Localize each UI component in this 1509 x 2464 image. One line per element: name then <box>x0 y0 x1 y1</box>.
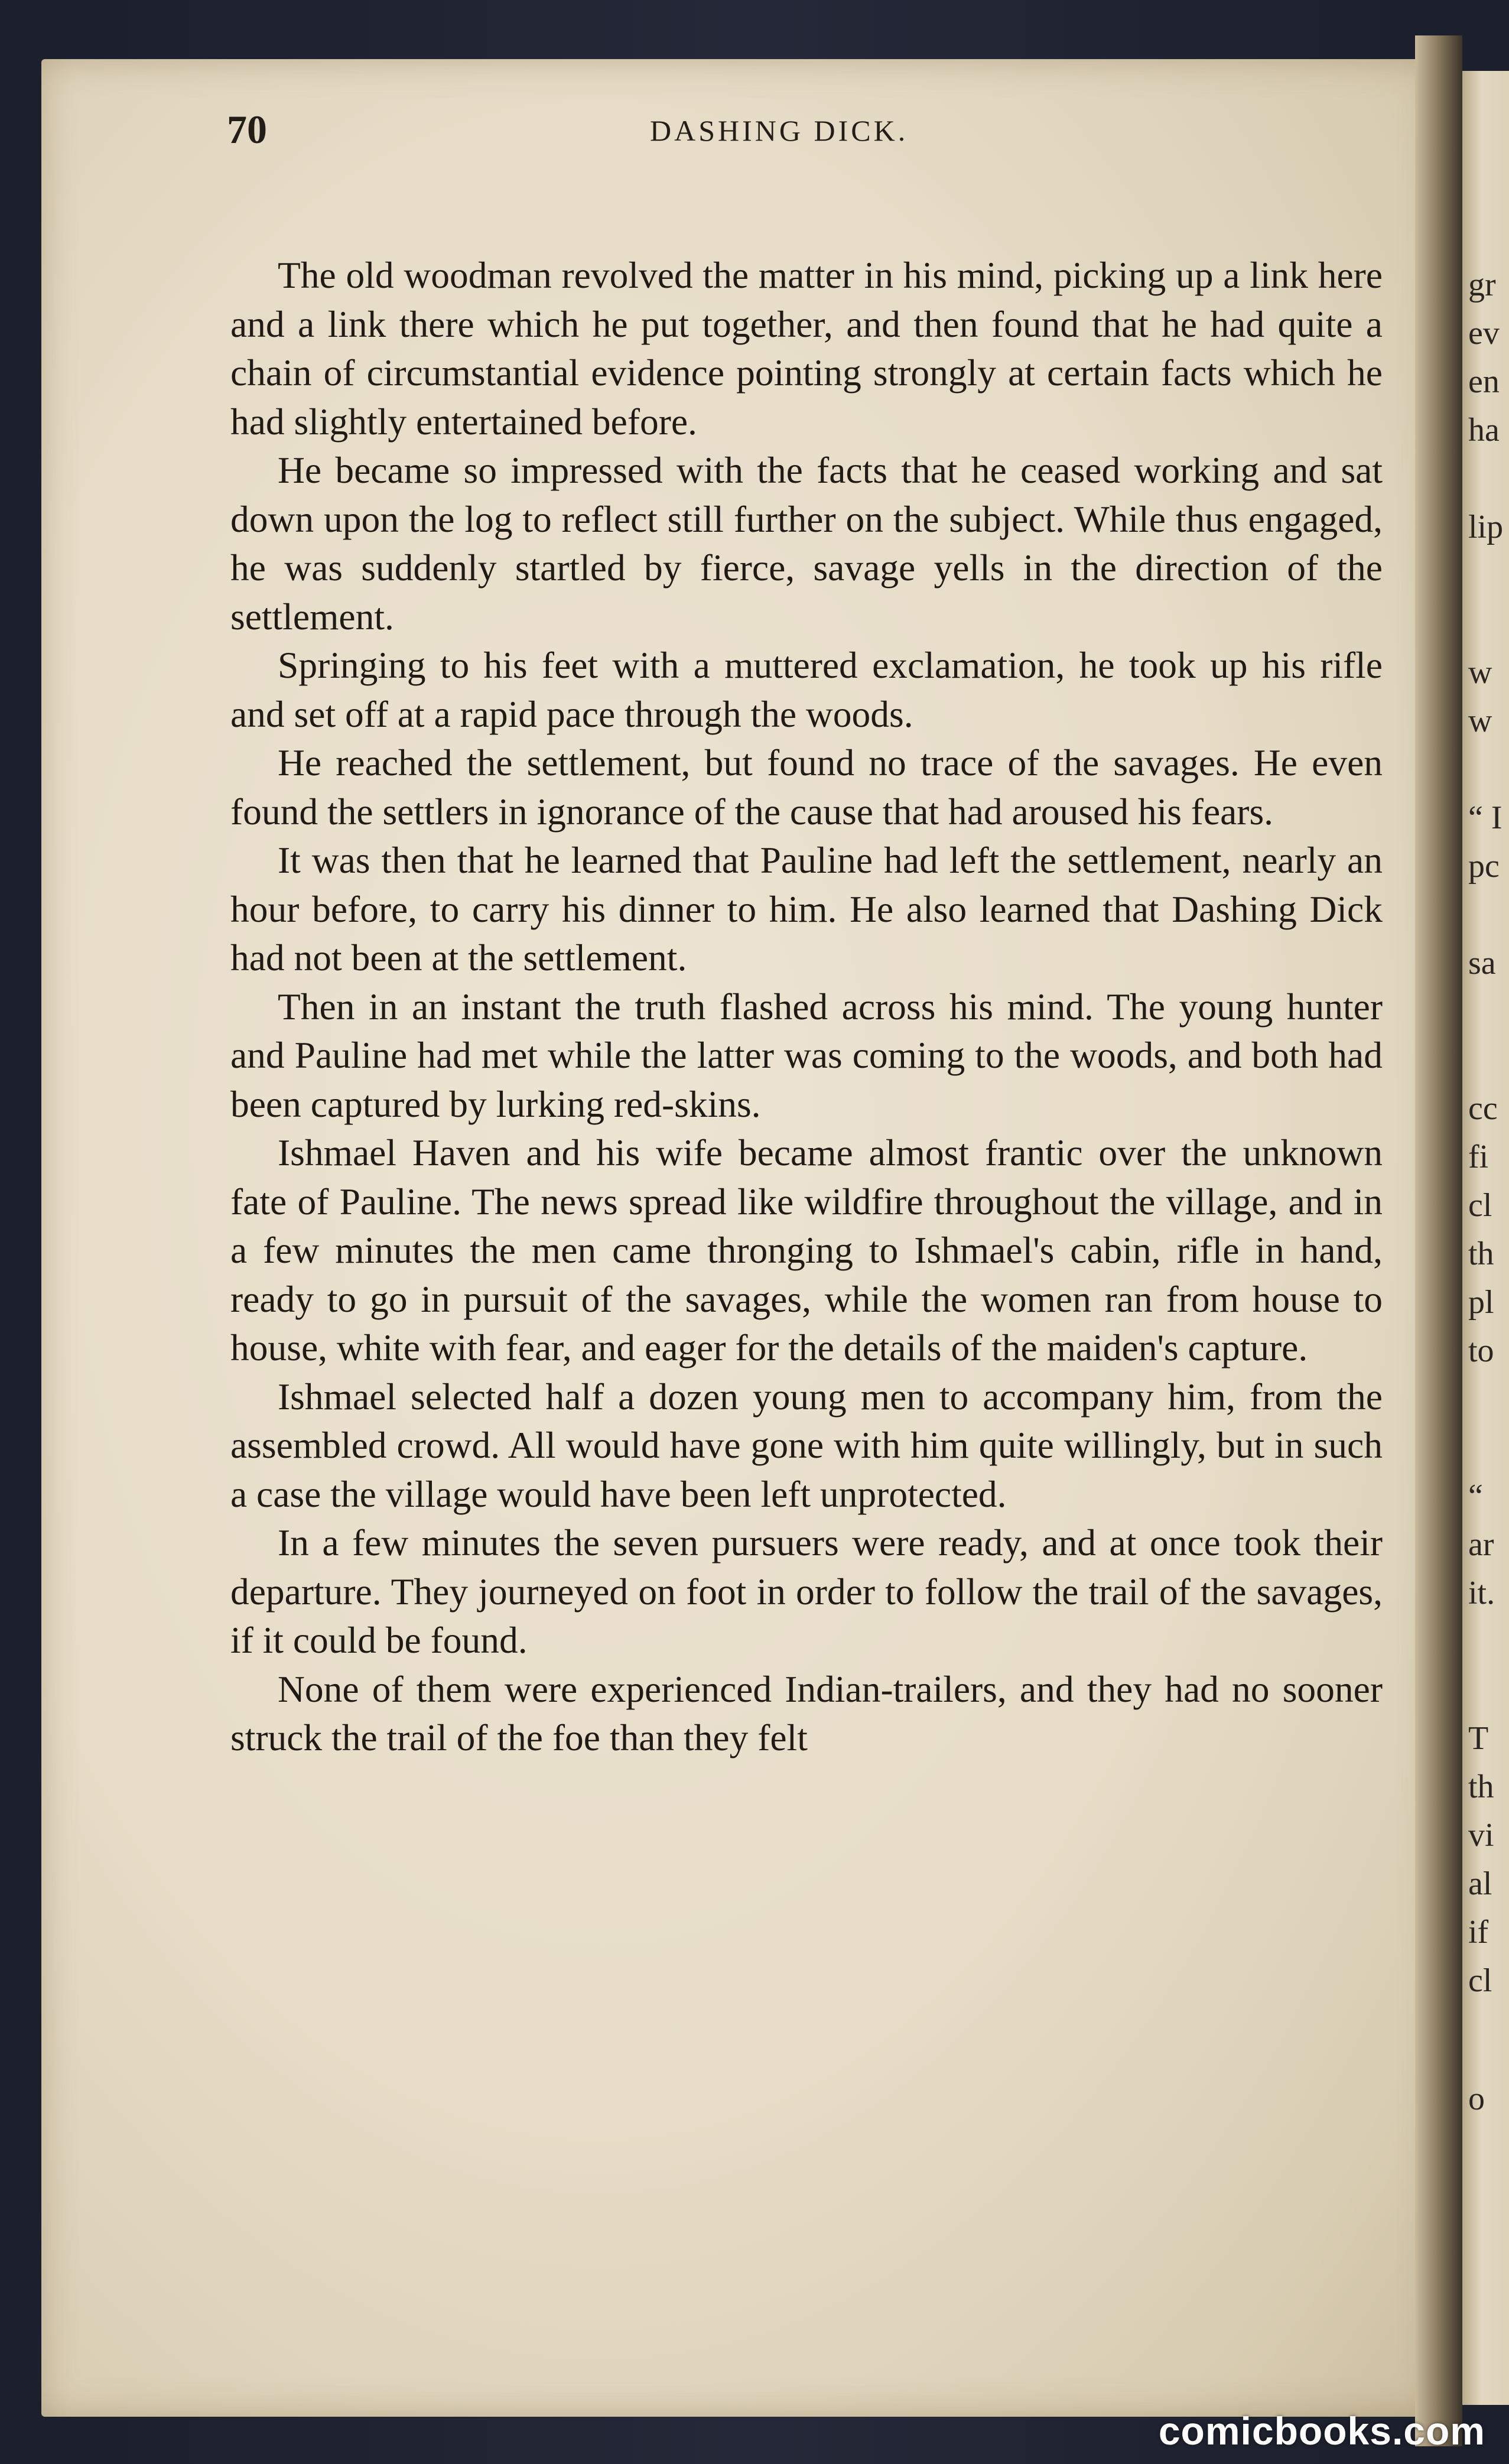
paragraph: He reached the settlement, but found no trace of the savages. He even found the settlers in ignorance of the cause that had aroused his fears. <box>230 742 1383 833</box>
running-head-title: DASHING DICK. <box>650 114 909 147</box>
facing-page-fragment: cl <box>1468 1962 1492 1999</box>
facing-page-fragment: ha <box>1468 412 1500 448</box>
site-watermark: comicbooks.com <box>1158 2409 1485 2453</box>
facing-page-edge <box>1462 71 1509 2405</box>
facing-page-fragment: fi <box>1468 1139 1489 1175</box>
page-number: 70 <box>227 107 267 152</box>
facing-page-fragment: T <box>1468 1720 1489 1757</box>
paragraph: He became so impressed with the facts that he ceased working and sat down upon the log to reflect still further on the subject. While thus engaged, he was suddenly startled by fierce, savage yells in the direction of the settlement. <box>230 449 1383 638</box>
paragraph: Ishmael selected half a dozen young men to accompany him, from the assembled crowd. All would have gone with him quite willingly, but in such a case the village would have been left unprotected. <box>230 1375 1383 1515</box>
body-text <box>230 251 1383 1763</box>
paragraph: Ishmael Haven and his wife became almost frantic over the unknown fate of Pauline. The news spread like wildfire throughout the village, and in a few minutes the men came thronging to Ishmael's cabin, rifle in hand, ready to go in pursuit of the savages, while the women ran from house to house, white with fear, and eager for the details of the maiden's capture. <box>230 1132 1383 1368</box>
facing-page-fragment: to <box>1468 1332 1494 1369</box>
facing-page-fragment: o <box>1468 2081 1485 2117</box>
paragraph: Then in an instant the truth flashed across his mind. The young hunter and Pauline had met while the latter was coming to the woods, and both had been captured by lurking red-skins. <box>230 985 1383 1125</box>
facing-page-fragment: pc <box>1468 848 1500 885</box>
facing-page-fragment: w <box>1468 654 1492 691</box>
facing-page-fragment: en <box>1468 363 1500 400</box>
facing-page-fragment: sa <box>1468 945 1496 981</box>
facing-page-fragment: “ I <box>1468 799 1503 836</box>
facing-page-fragment: ev <box>1468 315 1500 352</box>
facing-page-fragment: lip <box>1468 509 1504 545</box>
facing-page-fragment: gr <box>1468 266 1496 303</box>
paragraph: Springing to his feet with a muttered exclamation, he took up his rifle and set off at a rapid pace through the woods. <box>230 644 1383 735</box>
facing-page-fragment: cl <box>1468 1187 1492 1224</box>
facing-page-fragment: cc <box>1468 1090 1498 1127</box>
facing-page-fragment: ar <box>1468 1526 1494 1563</box>
book-gutter <box>1415 35 1462 2446</box>
paragraph: None of them were experienced Indian-trailers, and they had no sooner struck the trail of the foe than they felt <box>230 1667 1383 1758</box>
facing-page-fragment: w <box>1468 703 1492 739</box>
paragraph: In a few minutes the seven pursuers were ready, and at once took their departure. They journeyed on foot in order to follow the trail of the savages, if it could be found. <box>230 1522 1383 1661</box>
facing-page-fragment: th <box>1468 1236 1494 1272</box>
facing-page-fragment: vi <box>1468 1817 1494 1854</box>
facing-page-fragment: it. <box>1468 1575 1495 1611</box>
facing-page-fragment: “ <box>1468 1478 1483 1514</box>
paragraph: It was then that he learned that Pauline had left the settlement, nearly an hour before, to carry his dinner to him. He also learned that Dashing Dick had not been at the settlement. <box>230 839 1383 979</box>
facing-page-fragment: if <box>1468 1914 1489 1951</box>
facing-page-fragment: th <box>1468 1769 1494 1805</box>
facing-page-fragment: al <box>1468 1865 1492 1902</box>
paragraph: The old woodman revolved the matter in his mind, picking up a link here and a link there which he put together, and then found that he had quite a chain of circumstantial evidence pointing strongly at certain facts which he had slightly entertained before. <box>230 254 1383 443</box>
facing-page-fragment: pl <box>1468 1284 1494 1321</box>
